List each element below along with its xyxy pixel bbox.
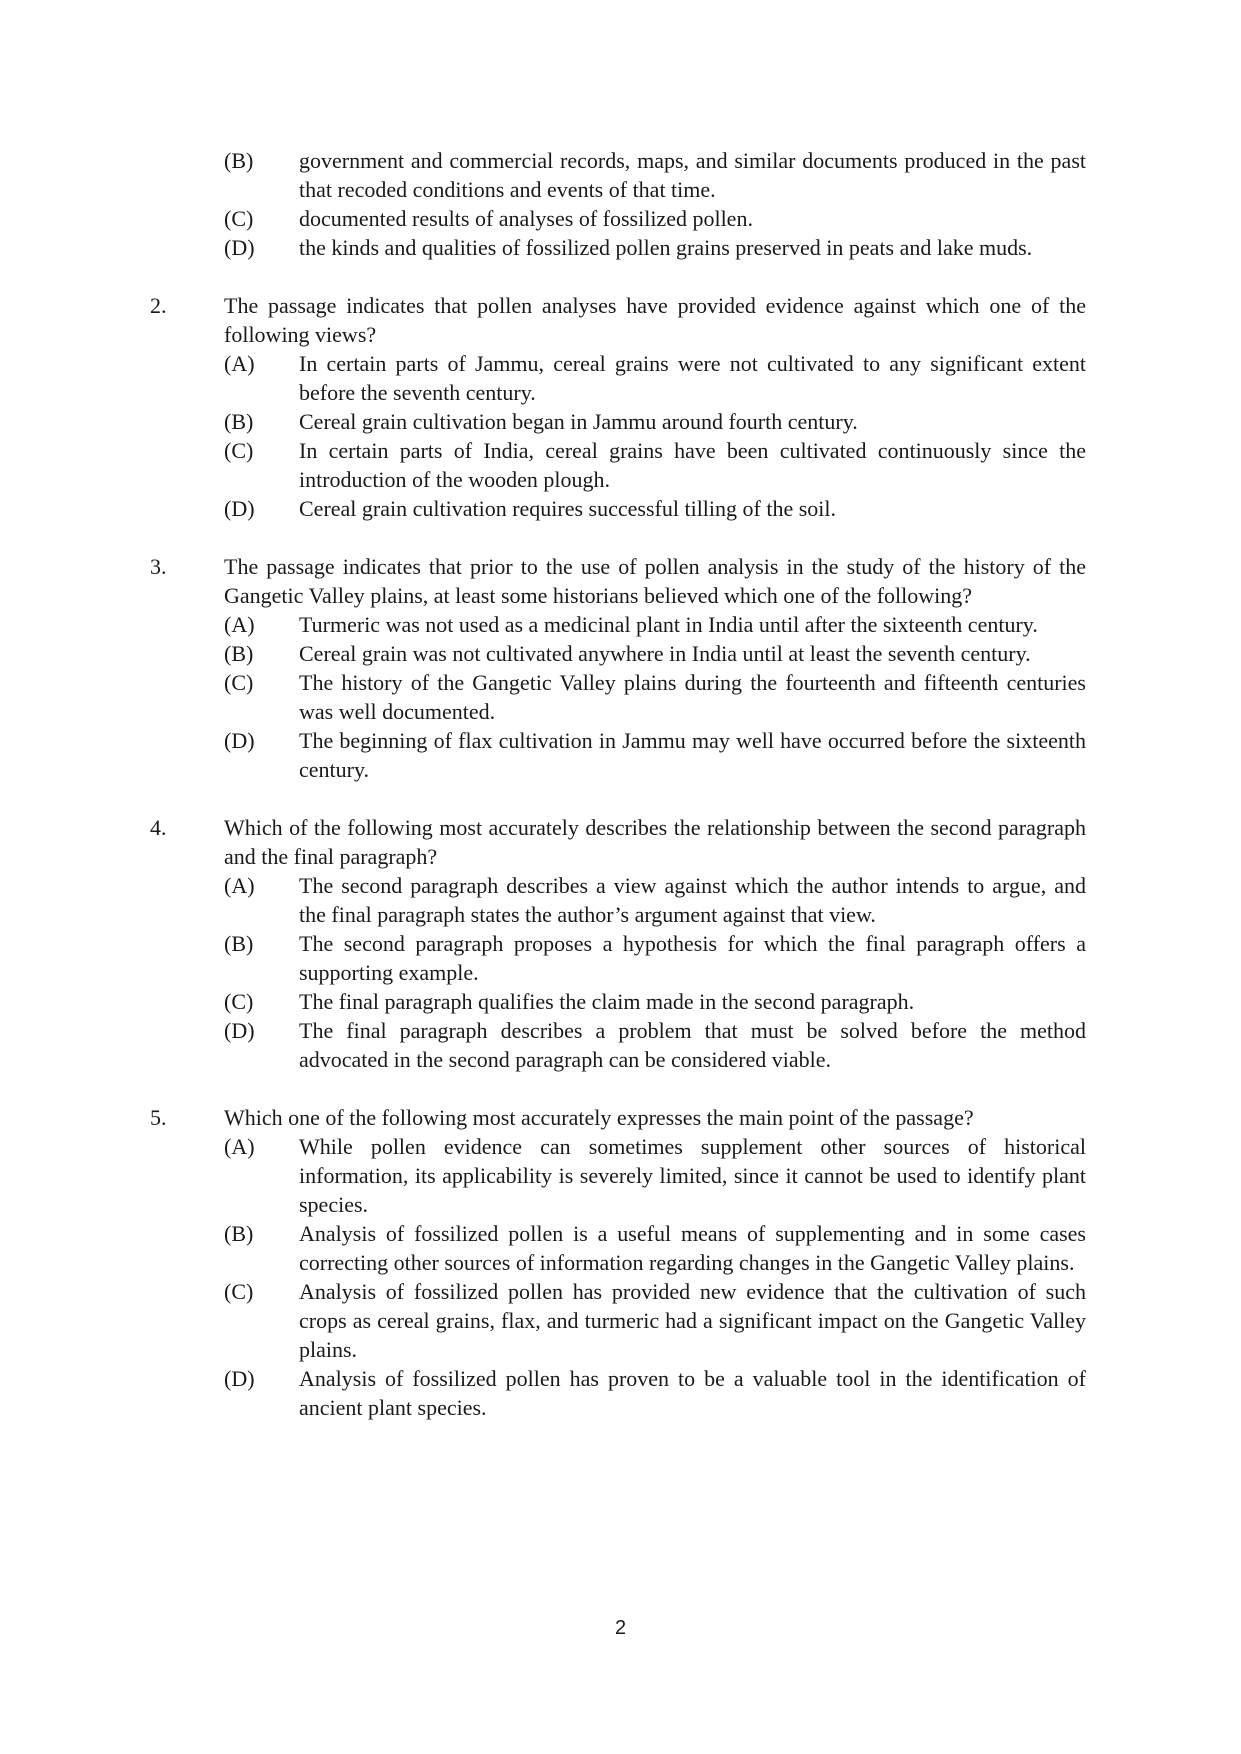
page-number: 2: [614, 1617, 627, 1639]
option-letter: (B): [224, 931, 254, 956]
option-letter: (B): [224, 641, 254, 666]
question-stem: [150, 1103, 1086, 1132]
option-letter: (C): [224, 1279, 254, 1304]
option-text: Turmeric was not used as a medicinal plant in India until after the sixteenth century.: [299, 612, 1038, 637]
question-stem: [150, 291, 1086, 349]
question-4: [150, 813, 1086, 1074]
option-text: The beginning of flax cultivation in Jammu may well have occurred before the sixteenth century.: [299, 728, 1086, 782]
option: [224, 1132, 1086, 1219]
option-text: The second paragraph proposes a hypothesis for which the final paragraph offers a supporting example.: [299, 931, 1086, 985]
option-letter: (B): [224, 409, 254, 434]
option-letter: (D): [224, 728, 255, 753]
question-number: 5.: [150, 1105, 167, 1130]
option-letter: (D): [224, 496, 255, 521]
option-text: Analysis of fossilized pollen is a useful means of supplementing and in some cases correcting other sources of information regarding changes in the Gangetic Valley plains.: [299, 1221, 1086, 1275]
question-2: [150, 291, 1086, 523]
question-stem: [150, 552, 1086, 610]
question-1-continued: [150, 146, 1086, 262]
option-text: documented results of analyses of fossilized pollen.: [299, 206, 753, 231]
option-text: Cereal grain cultivation requires successful tilling of the soil.: [299, 496, 837, 521]
option: [224, 610, 1086, 639]
question-text: The passage indicates that pollen analyses have provided evidence against which one of the following views?: [224, 293, 1086, 347]
option: [224, 639, 1086, 668]
question-text: Which one of the following most accurately expresses the main point of the passage?: [224, 1105, 974, 1130]
option-text: In certain parts of India, cereal grains have been cultivated continuously since the introduction of the wooden plough.: [299, 438, 1086, 492]
option-text: The second paragraph describes a view against which the author intends to argue, and the final paragraph states the author’s argument against that view.: [299, 873, 1086, 927]
option: [224, 204, 1086, 233]
option: [224, 349, 1086, 407]
option: [224, 1219, 1086, 1277]
option-text: The final paragraph qualifies the claim made in the second paragraph.: [299, 989, 915, 1014]
option-letter: (B): [224, 148, 254, 173]
option: [224, 1277, 1086, 1364]
option-letter: (C): [224, 206, 254, 231]
option-letter: (A): [224, 351, 255, 376]
option: [224, 726, 1086, 784]
question-3: [150, 552, 1086, 784]
option-letter: (D): [224, 1018, 255, 1043]
option-letter: (C): [224, 670, 254, 695]
option-text: government and commercial records, maps, and similar documents produced in the past that recoded conditions and events of that time.: [299, 148, 1086, 202]
option-text: The final paragraph describes a problem that must be solved before the method advocated in the second paragraph can be considered viable.: [299, 1018, 1086, 1072]
option: [224, 987, 1086, 1016]
option: [224, 871, 1086, 929]
option-text: the kinds and qualities of fossilized pollen grains preserved in peats and lake muds.: [299, 235, 1033, 260]
option: [224, 929, 1086, 987]
option-text: Cereal grain was not cultivated anywhere in India until at least the seventh century.: [299, 641, 1031, 666]
question-text: Which of the following most accurately describes the relationship between the second paragraph and the final paragraph?: [224, 815, 1086, 869]
option-letter: (A): [224, 873, 255, 898]
option-letter: (B): [224, 1221, 254, 1246]
option-letter: (A): [224, 1134, 255, 1159]
option-letter: (C): [224, 989, 254, 1014]
question-number: 4.: [150, 815, 167, 840]
option-letter: (D): [224, 1366, 255, 1391]
option-text: In certain parts of Jammu, cereal grains were not cultivated to any significant extent before the seventh century.: [299, 351, 1086, 405]
option: [224, 1364, 1086, 1422]
option-text: While pollen evidence can sometimes supplement other sources of historical information, its applicability is severely limited, since it cannot be used to identify plant species.: [299, 1134, 1086, 1217]
option: [224, 146, 1086, 204]
option-letter: (C): [224, 438, 254, 463]
question-number: 3.: [150, 554, 167, 579]
question-number: 2.: [150, 293, 167, 318]
option-text: Analysis of fossilized pollen has provided new evidence that the cultivation of such crops as cereal grains, flax, and turmeric had a significant impact on the Gangetic Valley plains.: [299, 1279, 1086, 1362]
question-text: The passage indicates that prior to the use of pollen analysis in the study of the history of the Gangetic Valley plains, at least some historians believed which one of the following?: [224, 554, 1086, 608]
option: [224, 668, 1086, 726]
option: [224, 436, 1086, 494]
option-text: Cereal grain cultivation began in Jammu around fourth century.: [299, 409, 858, 434]
option: [224, 1016, 1086, 1074]
option: [224, 494, 1086, 523]
option-letter: (A): [224, 612, 255, 637]
question-5: [150, 1103, 1086, 1422]
question-stem: [150, 813, 1086, 871]
option-text: The history of the Gangetic Valley plains during the fourteenth and fifteenth centuries was well documented.: [299, 670, 1086, 724]
exam-page: [150, 146, 1086, 1451]
option: [224, 407, 1086, 436]
option-text: Analysis of fossilized pollen has proven to be a valuable tool in the identification of ancient plant species.: [299, 1366, 1086, 1420]
option-letter: (D): [224, 235, 255, 260]
option: [224, 233, 1086, 262]
